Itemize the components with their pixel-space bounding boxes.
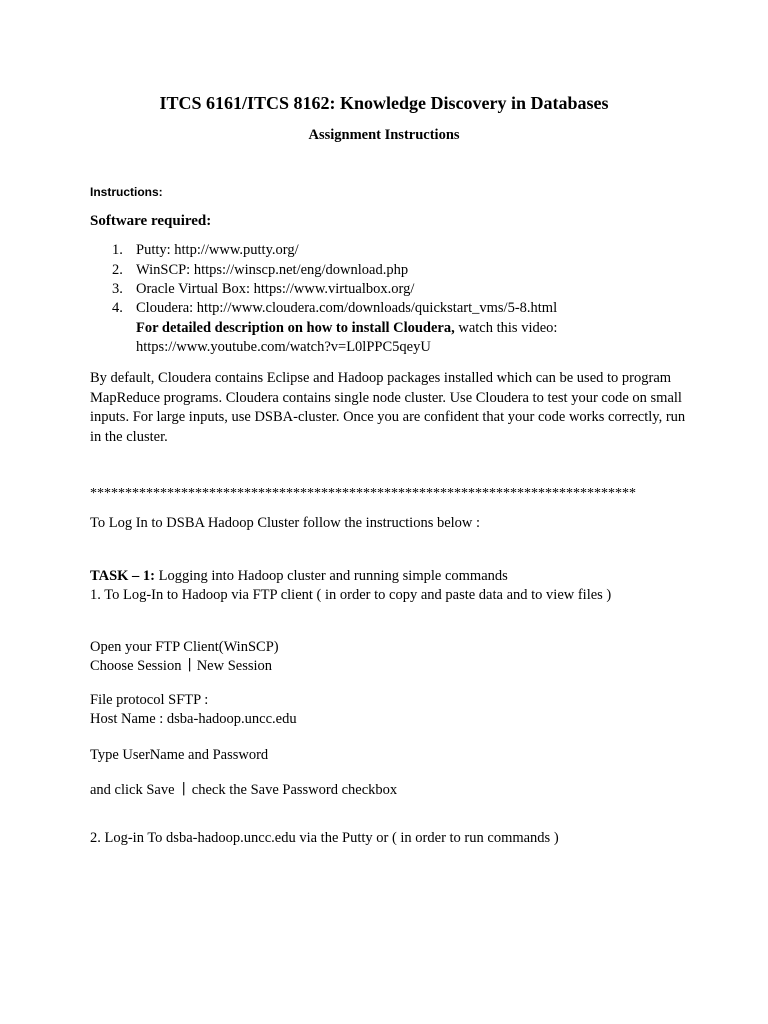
list-text: WinSCP: https://winscp.net/eng/download.php bbox=[136, 262, 409, 278]
file-protocol-text: File protocol SFTP : bbox=[90, 692, 209, 708]
list-text: Putty: http://www.putty.org/ bbox=[136, 242, 299, 258]
list-text: Cloudera: http://www.cloudera.com/downloads/quickstart_vms/5-8.html bbox=[136, 300, 558, 316]
host-name-text: Host Name : dsba-hadoop.uncc.edu bbox=[90, 711, 297, 727]
document-subtitle: Assignment Instructions bbox=[308, 127, 460, 143]
cloudera-note bbox=[136, 320, 557, 337]
software-heading: Software required: bbox=[90, 213, 212, 229]
cloudera-video-link[interactable]: https://www.youtube.com/watch?v=L0lPPC5qeyU bbox=[136, 339, 431, 355]
choose-suffix: New Session bbox=[196, 658, 273, 674]
task1-heading bbox=[90, 568, 508, 585]
separator-line: ****************************************************************************** bbox=[90, 486, 636, 501]
list-text: Oracle Virtual Box: https://www.virtualbox.org/ bbox=[136, 281, 415, 297]
cloudera-note-bold: For detailed description on how to install Cloudera, bbox=[136, 320, 455, 336]
choose-prefix: Choose Session bbox=[90, 658, 182, 674]
cloudera-note-rest: watch this video: bbox=[454, 320, 558, 336]
menu-separator-icon: ∣ bbox=[181, 782, 186, 798]
software-list-item bbox=[112, 300, 712, 318]
click-save-prefix: and click Save bbox=[90, 782, 175, 798]
click-save-suffix: check the Save Password checkbox bbox=[191, 782, 398, 798]
software-list-item bbox=[112, 262, 712, 280]
list-number: 4. bbox=[112, 300, 123, 316]
default-paragraph: By default, Cloudera contains Eclipse and Hadoop packages installed which can be used to program MapReduce programs. Cloudera contains single node cluster. Use Cloudera to test your code on small inputs. For large inputs, use DSBA-cluster. Once you are confident that your code works correctly, run in the cluster. bbox=[90, 370, 686, 445]
document-title: ITCS 6161/ITCS 8162: Knowledge Discovery in Databases bbox=[159, 93, 609, 113]
type-credentials-text: Type UserName and Password bbox=[90, 747, 269, 763]
choose-session-text bbox=[90, 658, 272, 675]
step2-text: 2. Log-in To dsba-hadoop.uncc.edu via the Putty or ( in order to run commands ) bbox=[90, 830, 559, 846]
login-intro: To Log In to DSBA Hadoop Cluster follow the instructions below : bbox=[90, 515, 481, 531]
task1-text: Logging into Hadoop cluster and running simple commands bbox=[155, 568, 508, 584]
list-number: 3. bbox=[112, 281, 123, 297]
open-ftp-text: Open your FTP Client(WinSCP) bbox=[90, 639, 279, 655]
list-number: 1. bbox=[112, 242, 123, 258]
menu-separator-icon: ∣ bbox=[187, 658, 192, 674]
list-number: 2. bbox=[112, 262, 123, 278]
click-save-text bbox=[90, 782, 397, 799]
step1-text: 1. To Log-In to Hadoop via FTP client ( in order to copy and paste data and to view files ) bbox=[90, 587, 612, 603]
software-list-item bbox=[112, 281, 712, 299]
task1-label: TASK – 1: bbox=[90, 568, 155, 584]
software-list-item bbox=[112, 242, 712, 260]
instructions-heading: Instructions: bbox=[90, 185, 163, 199]
